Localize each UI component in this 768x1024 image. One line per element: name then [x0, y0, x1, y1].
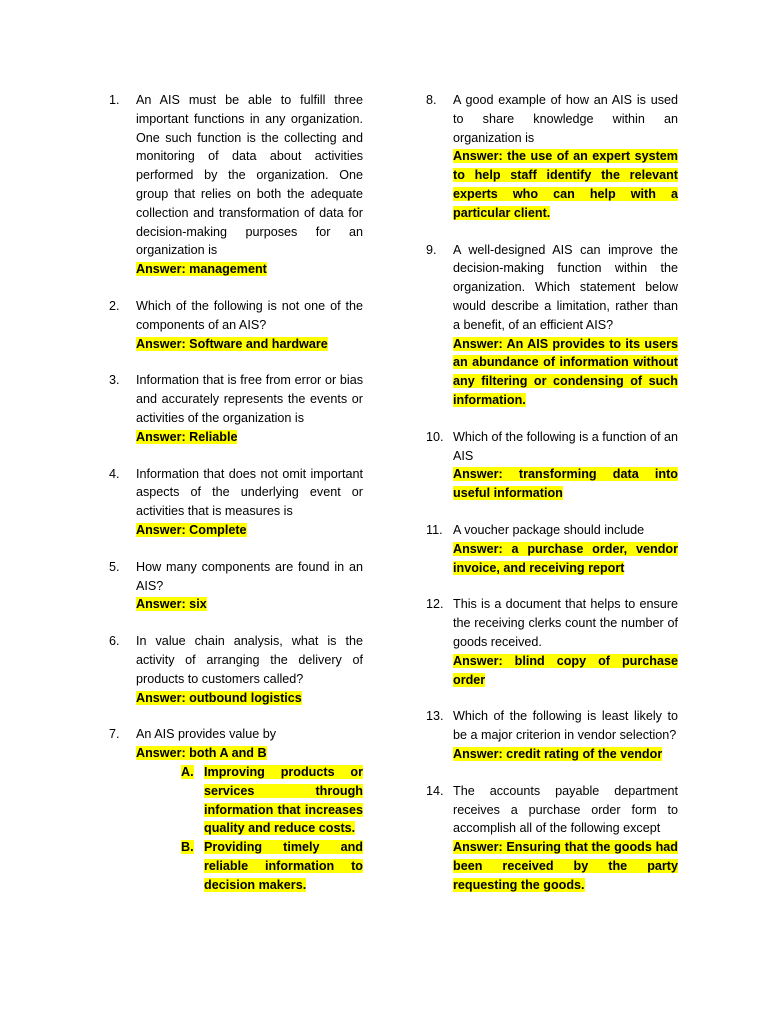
right-column — [426, 91, 678, 912]
question-item — [426, 707, 678, 763]
question-item — [109, 91, 363, 279]
answer-text: Answer: a purchase order, vendor invoice, and receiving report — [453, 541, 678, 575]
question-text: Which of the following is least likely to be a major criterion in vendor selection? — [453, 709, 678, 743]
question-text: Which of the following is not one of the components of an AIS? — [136, 298, 363, 332]
question-item — [109, 297, 363, 353]
question-text: Information that is free from error or bias and accurately represents the events or activities of the organization is — [136, 373, 363, 425]
question-text: A voucher package should include — [453, 522, 645, 537]
question-number: 7. — [109, 727, 120, 742]
question-item — [426, 241, 678, 410]
question-number: 12. — [426, 597, 444, 612]
answer-line — [453, 335, 678, 410]
option-letter — [181, 838, 194, 857]
question-item — [426, 428, 678, 503]
question-item — [426, 91, 678, 223]
answer-text: Answer: both A and B — [136, 746, 267, 761]
answer-line — [136, 335, 363, 354]
answer-line — [453, 147, 678, 222]
question-text: Which of the following is a function of an AIS — [453, 429, 678, 463]
answer-line — [453, 465, 678, 503]
question-item — [426, 521, 678, 577]
question-text: A good example of how an AIS is used to share knowledge within an organization is — [453, 93, 678, 145]
question-number: 8. — [426, 93, 437, 107]
answer-line — [136, 689, 363, 708]
question-item — [426, 595, 678, 689]
option-letter-text: A. — [181, 764, 194, 779]
question-number: 13. — [426, 709, 444, 724]
answer-text: Answer: the use of an expert system to help staff identify the relevant experts who can help with a particular client. — [453, 149, 678, 220]
question-text: An AIS must be able to fulfill three important functions in any organization. One such function is the collecting and monitoring of data about activities performed by the organization. One group that relies on both the adequate collection and transformation of data for decision-making purposes for an organization is — [136, 93, 363, 258]
question-number: 9. — [426, 242, 437, 257]
question-number: 11. — [426, 522, 443, 537]
left-column — [109, 91, 363, 912]
answer-line — [136, 521, 363, 540]
question-number: 6. — [109, 634, 120, 649]
answer-line — [453, 540, 678, 578]
answer-line — [136, 428, 363, 447]
option-item — [136, 838, 363, 894]
question-text: An AIS provides value by — [136, 727, 277, 742]
answer-line — [453, 652, 678, 690]
option-item — [136, 763, 363, 838]
question-text: How many components are found in an AIS? — [136, 559, 363, 593]
question-number: 4. — [109, 466, 120, 481]
question-number: 2. — [109, 298, 120, 313]
answer-text: Answer: Complete — [136, 522, 247, 537]
answer-text: Answer: outbound logistics — [136, 690, 302, 705]
answer-line — [136, 595, 363, 614]
question-text: In value chain analysis, what is the activity of arranging the delivery of products to customers called? — [136, 634, 363, 686]
answer-text: Answer: Software and hardware — [136, 336, 328, 351]
answer-text: Answer: blind copy of purchase order — [453, 653, 678, 687]
question-number: 1. — [109, 93, 120, 107]
question-text: A well-designed AIS can improve the decision-making function within the organization. Which statement below would describe a limitation, rather than a benefit, of an efficient AIS? — [453, 242, 678, 332]
option-text: Improving products or services through information that increases quality and reduce costs. — [204, 764, 363, 836]
answer-text: Answer: An AIS provides to its users an abundance of information without any filtering or condensing of such information. — [453, 336, 678, 407]
answer-text: Answer: Reliable — [136, 429, 238, 444]
question-item — [426, 782, 678, 895]
question-number: 3. — [109, 373, 120, 388]
answer-line — [453, 745, 678, 764]
question-item — [109, 371, 363, 446]
answer-text: Answer: management — [136, 262, 267, 277]
option-text: Providing timely and reliable information to decision makers. — [204, 840, 363, 892]
answer-text: Answer: transforming data into useful information — [453, 467, 678, 501]
question-item — [109, 725, 363, 894]
question-item — [109, 558, 363, 614]
answer-line — [136, 260, 363, 279]
question-number: 10. — [426, 429, 444, 444]
question-item — [109, 465, 363, 540]
answer-text: Answer: Ensuring that the goods had been received by the party requesting the goods. — [453, 840, 678, 892]
question-number: 14. — [426, 783, 444, 798]
question-text: This is a document that helps to ensure the receiving clerks count the number of goods received. — [453, 597, 678, 649]
answer-line — [453, 838, 678, 894]
question-text: The accounts payable department receives a purchase order form to accomplish all of the following except — [453, 783, 678, 836]
answer-options — [136, 763, 363, 895]
answer-text: Answer: credit rating of the vendor — [453, 746, 663, 761]
question-item — [109, 632, 363, 707]
question-number: 5. — [109, 559, 120, 574]
answer-line — [136, 744, 363, 763]
question-text: Information that does not omit important aspects of the underlying event or activities that is measures is — [136, 466, 363, 519]
answer-text: Answer: six — [136, 597, 207, 612]
option-letter — [181, 763, 194, 782]
option-letter-text: B. — [181, 840, 194, 855]
